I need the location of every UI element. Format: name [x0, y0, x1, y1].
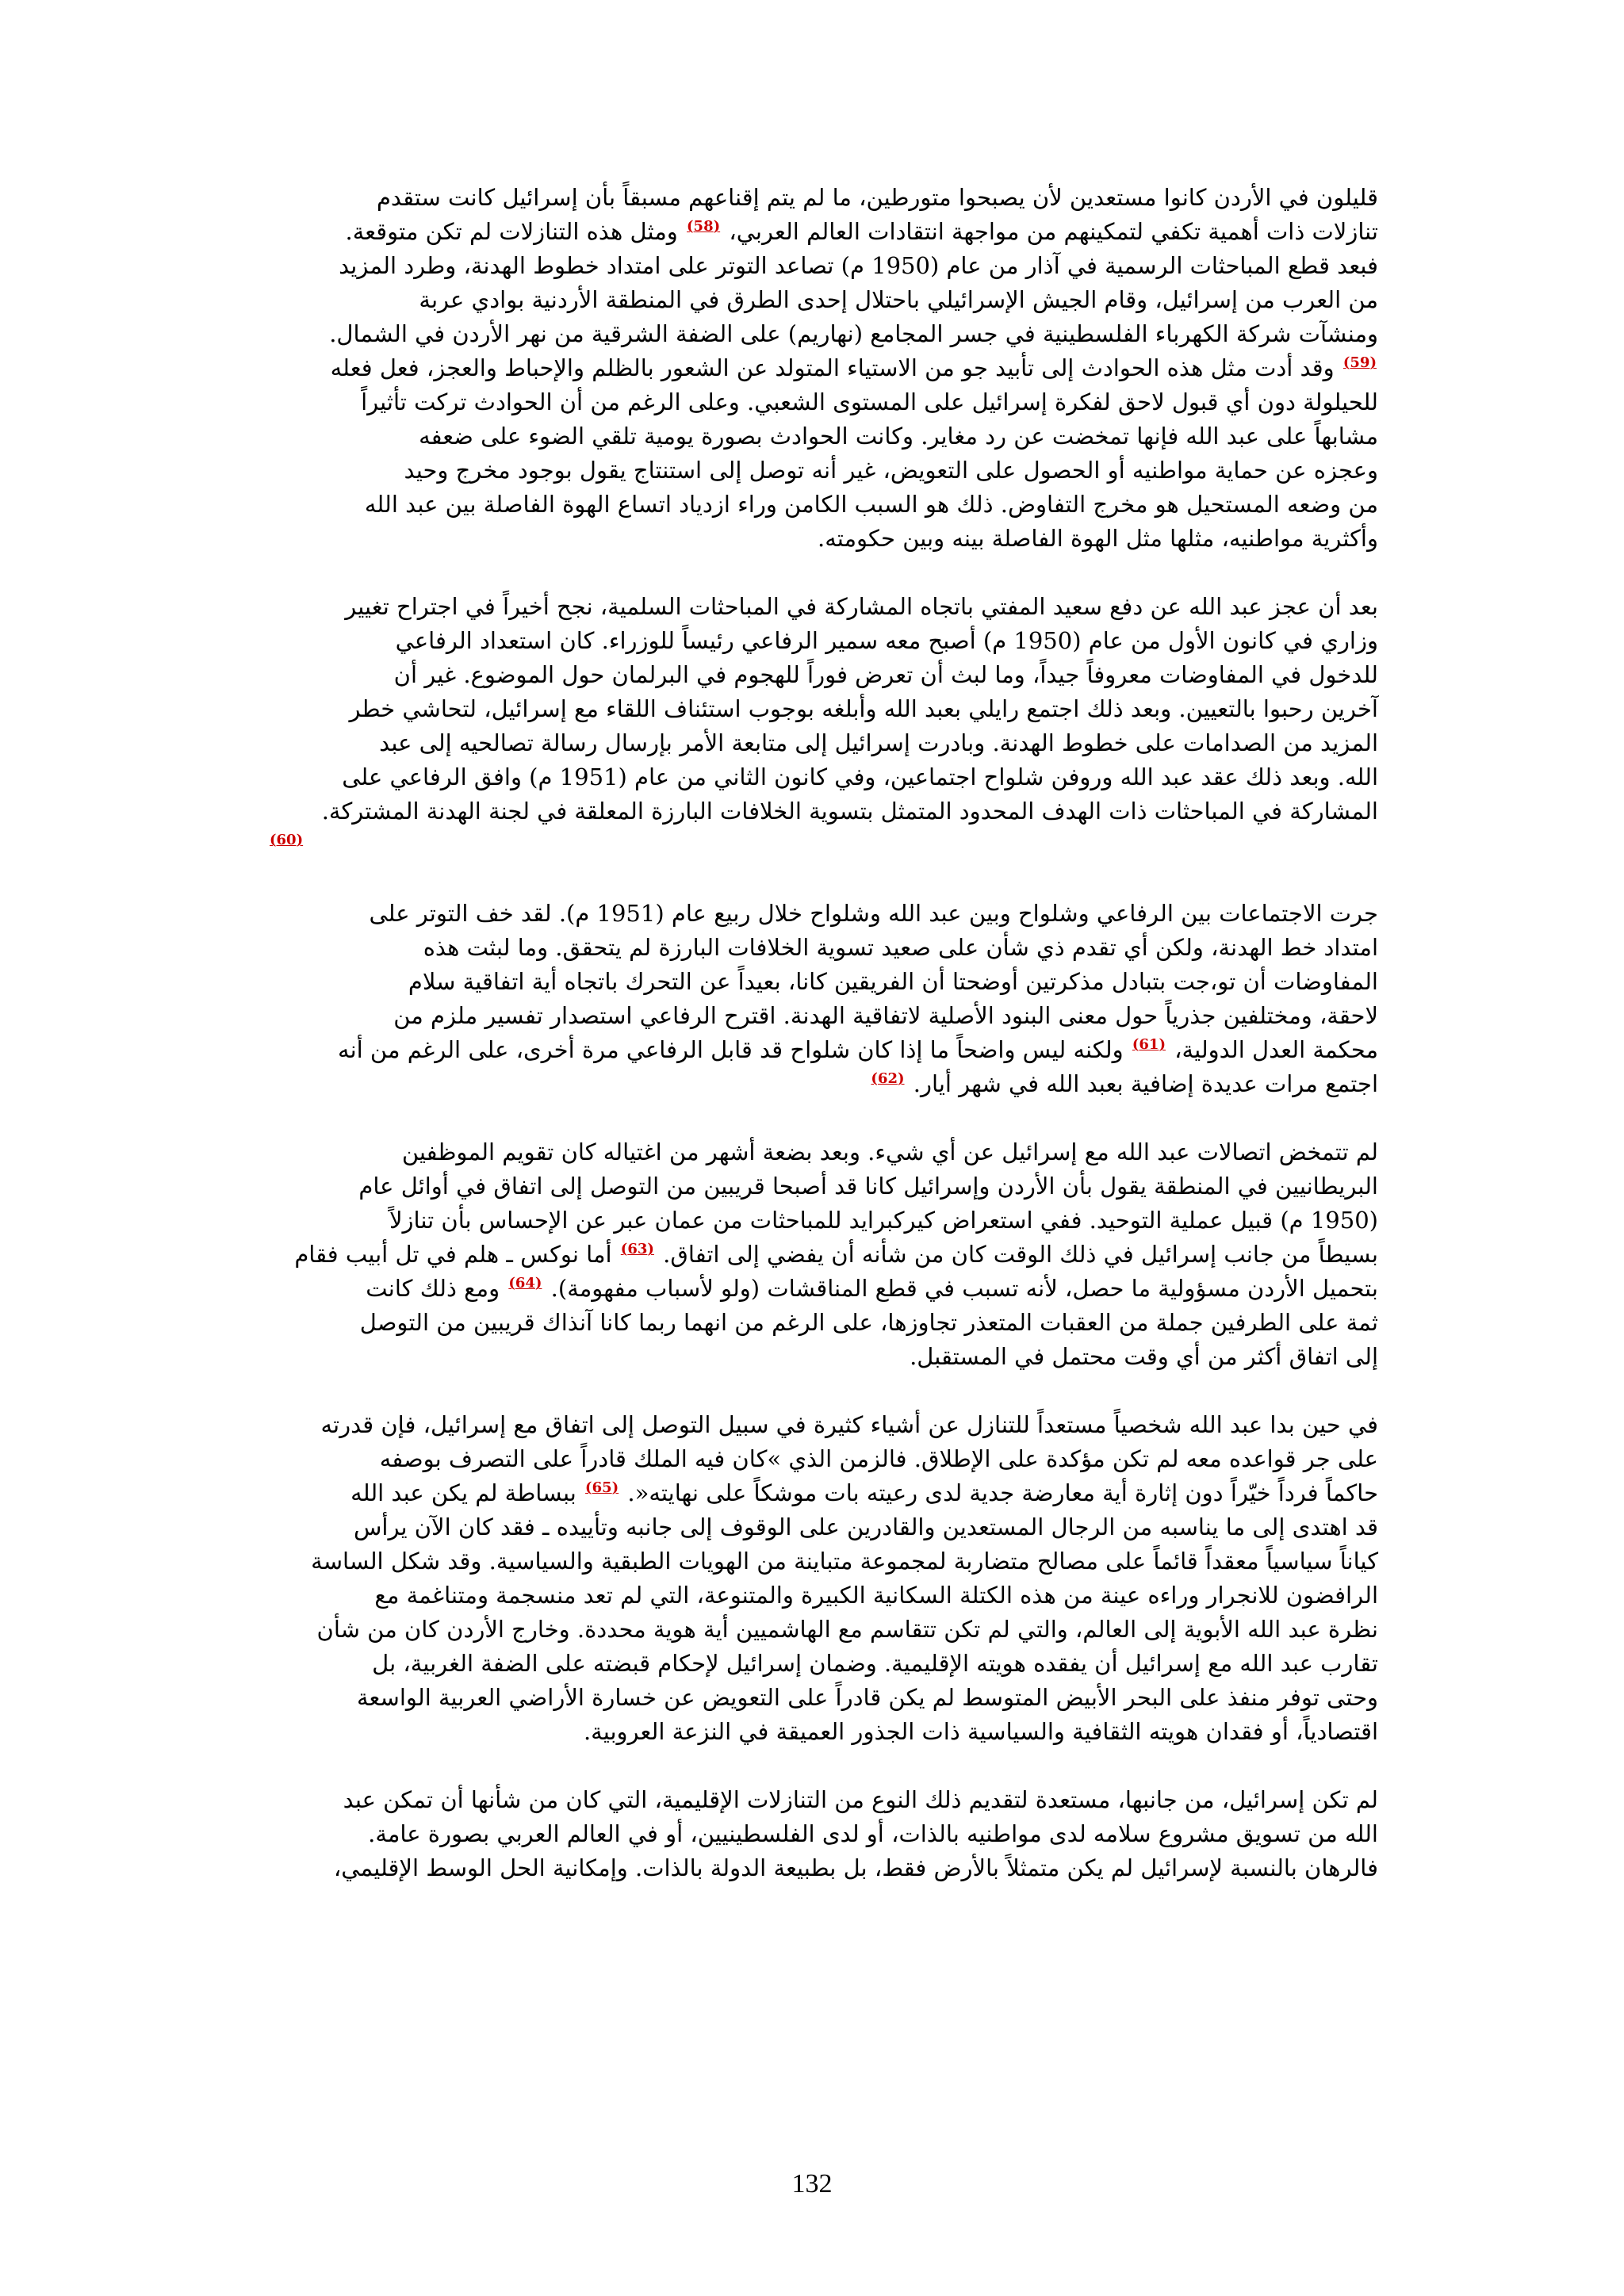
paragraph	[268, 181, 1378, 556]
footnote-link[interactable]: (63)	[620, 1241, 654, 1258]
text-line: وأكثرية مواطنيه، مثلها مثل الهوة الفاصلة بينه وبين حكومته.	[818, 525, 1378, 552]
paragraph	[268, 1408, 1378, 1749]
text-line: فبعد قطع المباحثات الرسمية في آذار من عام (1950 م) تصاعد التوتر على امتداد خطوط الهدنة، وطرد المزيد	[339, 252, 1378, 279]
text-line: اجتمع مرات عديدة إضافية بعبد الله في شهر أيار. $^{(62)}$	[871, 1070, 1378, 1097]
text-line: ثمة على الطرفين جملة من العقبات المتعذر تجاوزها، على الرغم من انهما ربما كانا آنذاك قريبين من التوصل	[359, 1309, 1378, 1336]
text-line: جرت الاجتماعات بين الرفاعي وشلواح وبين عبد الله وشلواح خلال ربيع عام (1951 م). لقد خف التوتر على	[369, 900, 1378, 927]
page-number: 132	[791, 2169, 833, 2198]
footnote-link[interactable]: (58)	[687, 218, 721, 235]
text-line: المزيد من الصدامات على خطوط الهدنة. وبادرت إسرائيل إلى متابعة الأمر بإرسال رسالة تصالحيه إلى عبد	[379, 729, 1378, 756]
text-line: قليلون في الأردن كانوا مستعدين لأن يصبحوا متورطين، ما لم يتم إقناعهم مسبقاً بأن إسرائيل كانت ستقدم	[376, 184, 1378, 211]
footnote-link[interactable]: (59)	[1342, 354, 1377, 372]
text-line: وحتى توفر منفذ على البحر الأبيض المتوسط لم يكن قادراً على التعويض عن خسارة الأراضي العربية الواسعة	[357, 1684, 1378, 1711]
paragraph	[268, 897, 1378, 1101]
text-line: حاكماً فرداً خيّراً دون إثارة أية معارضة جدية لدى رعيته بات موشكاً على نهايته«. $^{(65)}$ ببساطة لم يكن عبد الله	[350, 1479, 1378, 1506]
text-line: اقتصادياً، أو فقدان هويته الثقافية والسياسية ذات الجذور العميقة في النزعة العروبية.	[583, 1718, 1378, 1745]
text-line: لم تتمخض اتصالات عبد الله مع إسرائيل عن أي شيء. وبعد بضعة أشهر من اغتياله كان تقويم الموظفين	[401, 1138, 1378, 1165]
text-line: امتداد خط الهدنة، ولكن أي تقدم ذي شأن على صعيد تسوية الخلافات البارزة لم يتحقق. وما لبثت هذه	[423, 934, 1378, 961]
text-line: الله. وبعد ذلك عقد عبد الله وروفن شلواح اجتماعين، وفي كانون الثاني من عام (1951 م) وافق الرفاعي على	[342, 763, 1378, 790]
paragraph	[268, 590, 1378, 863]
text-line: وزاري في كانون الأول من عام (1950 م) أصبح معه سمير الرفاعي رئيساً للوزراء. كان استعداد الرفاعي	[395, 627, 1378, 654]
text-line: نظرة عبد الله الأبوية إلى العالم، والتي لم تكن تتقاسم مع الهاشميين أية هوية محددة. وخارج الأردن كان من شأن	[316, 1616, 1378, 1643]
text-line: مشابهاً على عبد الله فإنها تمخضت عن رد مغاير. وكانت الحوادث بصورة يومية تلقي الضوء على ضعفه	[419, 423, 1378, 450]
text-line: المشاركة في المباحثات ذات الهدف المحدود المتمثل بتسوية الخلافات البارزة المعلقة في لجنة الهدنة المشتركة.	[321, 798, 1378, 825]
text-line: من العرب من إسرائيل، وقام الجيش الإسرائيلي باحتلال إحدى الطرق في المنطقة الأردنية بوادي عربة	[419, 286, 1378, 313]
text-line: وعجزه عن حماية مواطنيه أو الحصول على التعويض، غير أنه توصل إلى استنتاج يقول بوجود مخرج وحيد	[404, 457, 1378, 484]
text-line: بسيطاً من جانب إسرائيل في ذلك الوقت كان من شأنه أن يفضي إلى اتفاق. $^{(63)}$ أما نوكس ـ هلم في تل أبيب فقام	[294, 1241, 1378, 1268]
text-line: كياناً سياسياً معقداً قائماً على مصالح متضاربة لمجموعة متباينة من الهويات الطبقية والسياسية. وقد شكل الساسة	[311, 1548, 1378, 1575]
footnote-link[interactable]: (64)	[508, 1275, 542, 1292]
text-line: الرافضون للانجرار وراءه عينة من هذه الكتلة السكانية الكبيرة والمتنوعة، التي لم تعد منسجمة ومتناغمة مع	[374, 1582, 1378, 1609]
text-line: إلى اتفاق أكثر من أي وقت محتمل في المستقبل.	[910, 1343, 1378, 1370]
footnote-link[interactable]: (65)	[585, 1479, 619, 1497]
text-line: تنازلات ذات أهمية تكفي لتمكينهم من مواجهة انتقادات العالم العربي، $^{(58)}$ ومثل هذه التنازلات لم تكن متوقعة.	[345, 218, 1378, 245]
text-line: للدخول في المفاوضات معروفاً جيداً، وما لبث أن تعرض فوراً للهجوم في البرلمان حول الموضوع. غير أن	[393, 661, 1378, 688]
text-line: ومنشآت شركة الكهرباء الفلسطينية في جسر المجامع (نهاريم) على الضفة الشرقية من نهر الأردن في الشمال.	[329, 320, 1378, 347]
text-line: لاحقة، ومختلفين جذرياً حول معنى البنود الأصلية لاتفاقية الهدنة. اقترح الرفاعي استصدار تفسير ملزم من	[393, 1002, 1378, 1029]
paragraph	[268, 1135, 1378, 1374]
text-line: البريطانيين في المنطقة يقول بأن الأردن وإسرائيل كانا قد أصبحا قريبين من التوصل إلى اتفاق في أوائل عام	[358, 1173, 1378, 1200]
text-line: بعد أن عجز عبد الله عن دفع سعيد المفتي باتجاه المشاركة في المباحثات السلمية، نجح أخيراً في اجتراح تغيير	[345, 593, 1378, 620]
text-line: بتحميل الأردن مسؤولية ما حصل، لأنه تسبب في قطع المناقشات (ولو لأسباب مفهومة). $^{(64)}$ ومع ذلك كانت	[366, 1275, 1378, 1302]
text-line: (1950 م) قبيل عملية التوحيد. ففي استعراض كيركبرايد للمباحثات من عمان عبر عن الإحساس بأن تنازلاً	[389, 1207, 1378, 1234]
text-line: قد اهتدى إلى ما يناسبه من الرجال المستعدين والقادرين على الوقوف إلى جانبه وتأييده ـ فقد كان الآن يرأس	[354, 1513, 1378, 1540]
text-line: المفاوضات أن تو،جت بتبادل مذكرتين أوضحتا أن الفريقين كانا، بعيداً عن التحرك باتجاه أية اتفاقية سلام	[408, 968, 1378, 995]
text-line: لم تكن إسرائيل، من جانبها، مستعدة لتقديم ذلك النوع من التنازلات الإقليمية، التي كان من شأنها أن تمكن عبد	[343, 1786, 1378, 1813]
footnote-link[interactable]: (62)	[871, 1070, 905, 1088]
text-line: $^{(59)}$ وقد أدت مثل هذه الحوادث إلى تأبيد جو من الاستياء المتولد عن الشعور بالظلم والإحباط والعجز، فعل فعله	[330, 354, 1377, 381]
footnote-link[interactable]: (60)	[270, 832, 304, 849]
text-line: على جر قواعده معه لم تكن مؤكدة على الإطلاق. فالزمن الذي »كان فيه الملك قادراً على التصرف بوصفه	[379, 1445, 1378, 1472]
text-line: محكمة العدل الدولية، $^{(61)}$ ولكنه ليس واضحاً ما إذا كان شلواح قد قابل الرفاعي مرة أخرى، على الرغم من أنه	[338, 1036, 1378, 1063]
document-body	[268, 181, 1378, 1919]
text-line: للحيلولة دون أي قبول لاحق لفكرة إسرائيل على المستوى الشعبي. وعلى الرغم من أن الحوادث تركت تأثيراً	[361, 388, 1378, 415]
footnote-link[interactable]: (61)	[1132, 1036, 1166, 1054]
text-line: آخرين رحبوا بالتعيين. وبعد ذلك اجتمع رايلي بعبد الله وأبلغه بوجوب استئناف اللقاء مع إسرائيل، لتحاشي خطر	[349, 695, 1378, 722]
text-line: في حين بدا عبد الله شخصياً مستعداً للتنازل عن أشياء كثيرة في سبيل التوصل إلى اتفاق مع إسرائيل، فإن قدرته	[320, 1411, 1378, 1438]
paragraph	[268, 1783, 1378, 1885]
text-line: الله من تسويق مشروع سلامه لدى مواطنيه بالذات، أو لدى الفلسطينيين، أو في العالم العربي بصورة عامة.	[368, 1820, 1378, 1847]
text-line: فالرهان بالنسبة لإسرائيل لم يكن متمثلاً بالأرض فقط، بل بطبيعة الدولة بالذات. وإمكانية الحل الوسط الإقليمي،	[333, 1854, 1378, 1881]
text-line: تقارب عبد الله مع إسرائيل أن يفقده هويته الإقليمية. وضمان إسرائيل لإحكام قبضته على الضفة الغربية، بل	[372, 1650, 1378, 1677]
text-line: من وضعه المستحيل هو مخرج التفاوض. ذلك هو السبب الكامن وراء ازدياد اتساع الهوة الفاصلة بين عبد الله	[364, 491, 1378, 518]
